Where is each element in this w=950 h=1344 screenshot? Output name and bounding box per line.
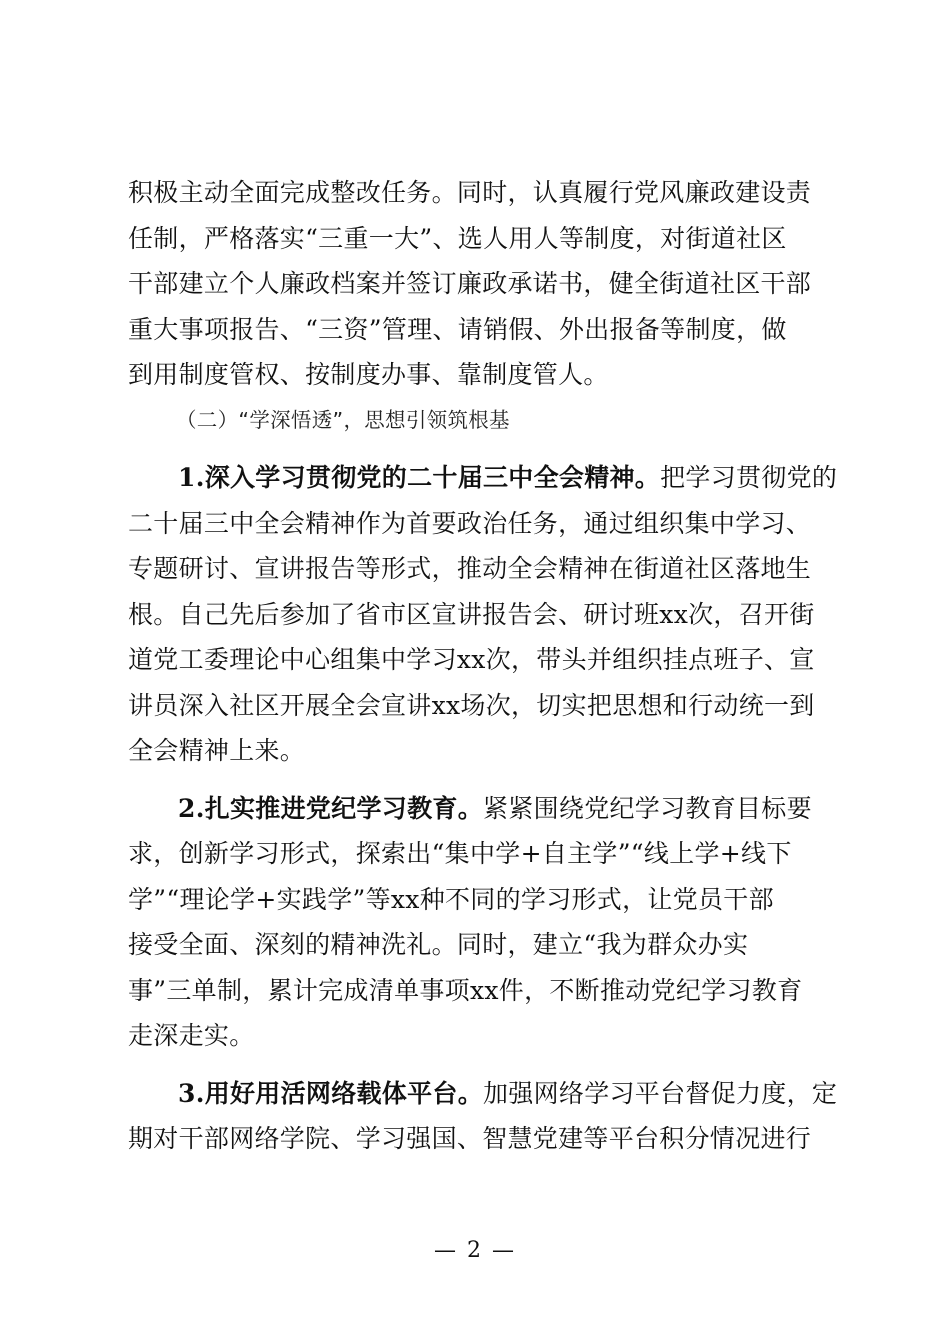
item-title: 2.扎实推进党纪学习教育。 <box>178 793 483 823</box>
continuation-paragraph <box>128 170 832 398</box>
text-line: 干部建立个人廉政档案并签订廉政承诺书，健全街道社区干部 <box>128 269 812 298</box>
item-paragraph-1 <box>128 455 838 774</box>
item-paragraph-2 <box>128 786 832 1059</box>
item-first-line <box>128 455 838 501</box>
item-text: 紧紧围绕党纪学习教育目标要 <box>483 793 812 823</box>
document-body <box>128 170 838 1162</box>
text-line: 全会精神上来。 <box>128 736 306 765</box>
text-line: 重大事项报告、“三资”管理、请销假、外出报备等制度，做 <box>128 314 787 344</box>
item-paragraph-3 <box>128 1071 838 1162</box>
item-text: 把学习贯彻党的 <box>660 463 838 492</box>
text-line: 期对干部网络学院、学习强国、智慧党建等平台积分情况进行 <box>128 1124 812 1153</box>
text-line: 专题研讨、宣讲报告等形式，推动全会精神在街道社区落地生 <box>128 554 812 583</box>
text-line: 事”三单制，累计完成清单事项xx件，不断推动党纪学习教育 <box>128 975 803 1005</box>
page-number: — 2 — <box>434 1238 516 1263</box>
text-line: 接受全面、深刻的精神洗礼。同时，建立“我为群众办实 <box>128 930 749 959</box>
item-first-line <box>128 1071 838 1117</box>
item-title: 3.用好用活网络载体平台。 <box>178 1078 483 1108</box>
text-line: 学”“理论学+实践学”等xx种不同的学习形式，让党员干部 <box>128 884 774 914</box>
text-line: 任制，严格落实“三重一大”、选人用人等制度，对街道社区 <box>128 223 787 253</box>
item-first-line <box>128 786 832 832</box>
text-line: 到用制度管权、按制度办事、靠制度管人。 <box>128 360 609 389</box>
item-text: 加强网络学习平台督促力度，定 <box>483 1078 838 1108</box>
text-line: 求，创新学习形式，探索出“集中学+自主学”“线上学+线下 <box>128 839 792 868</box>
text-line: 道党工委理论中心组集中学习xx次，带头并组织挂点班子、宣 <box>128 645 815 674</box>
section-heading: （二）“学深悟透”，思想引领筑根基 <box>176 407 510 432</box>
text-line: 二十届三中全会精神作为首要政治任务，通过组织集中学习、 <box>128 508 812 538</box>
text-line: 根。自己先后参加了省市区宣讲报告会、研讨班xx次，召开街 <box>128 599 815 629</box>
text-line: 积极主动全面完成整改任务。同时，认真履行党风廉政建设责 <box>128 178 812 207</box>
text-line: 讲员深入社区开展全会宣讲xx场次，切实把思想和行动统一到 <box>128 690 815 720</box>
text-line: 走深走实。 <box>128 1021 255 1050</box>
item-title: 1.深入学习贯彻党的二十届三中全会精神。 <box>178 463 661 492</box>
